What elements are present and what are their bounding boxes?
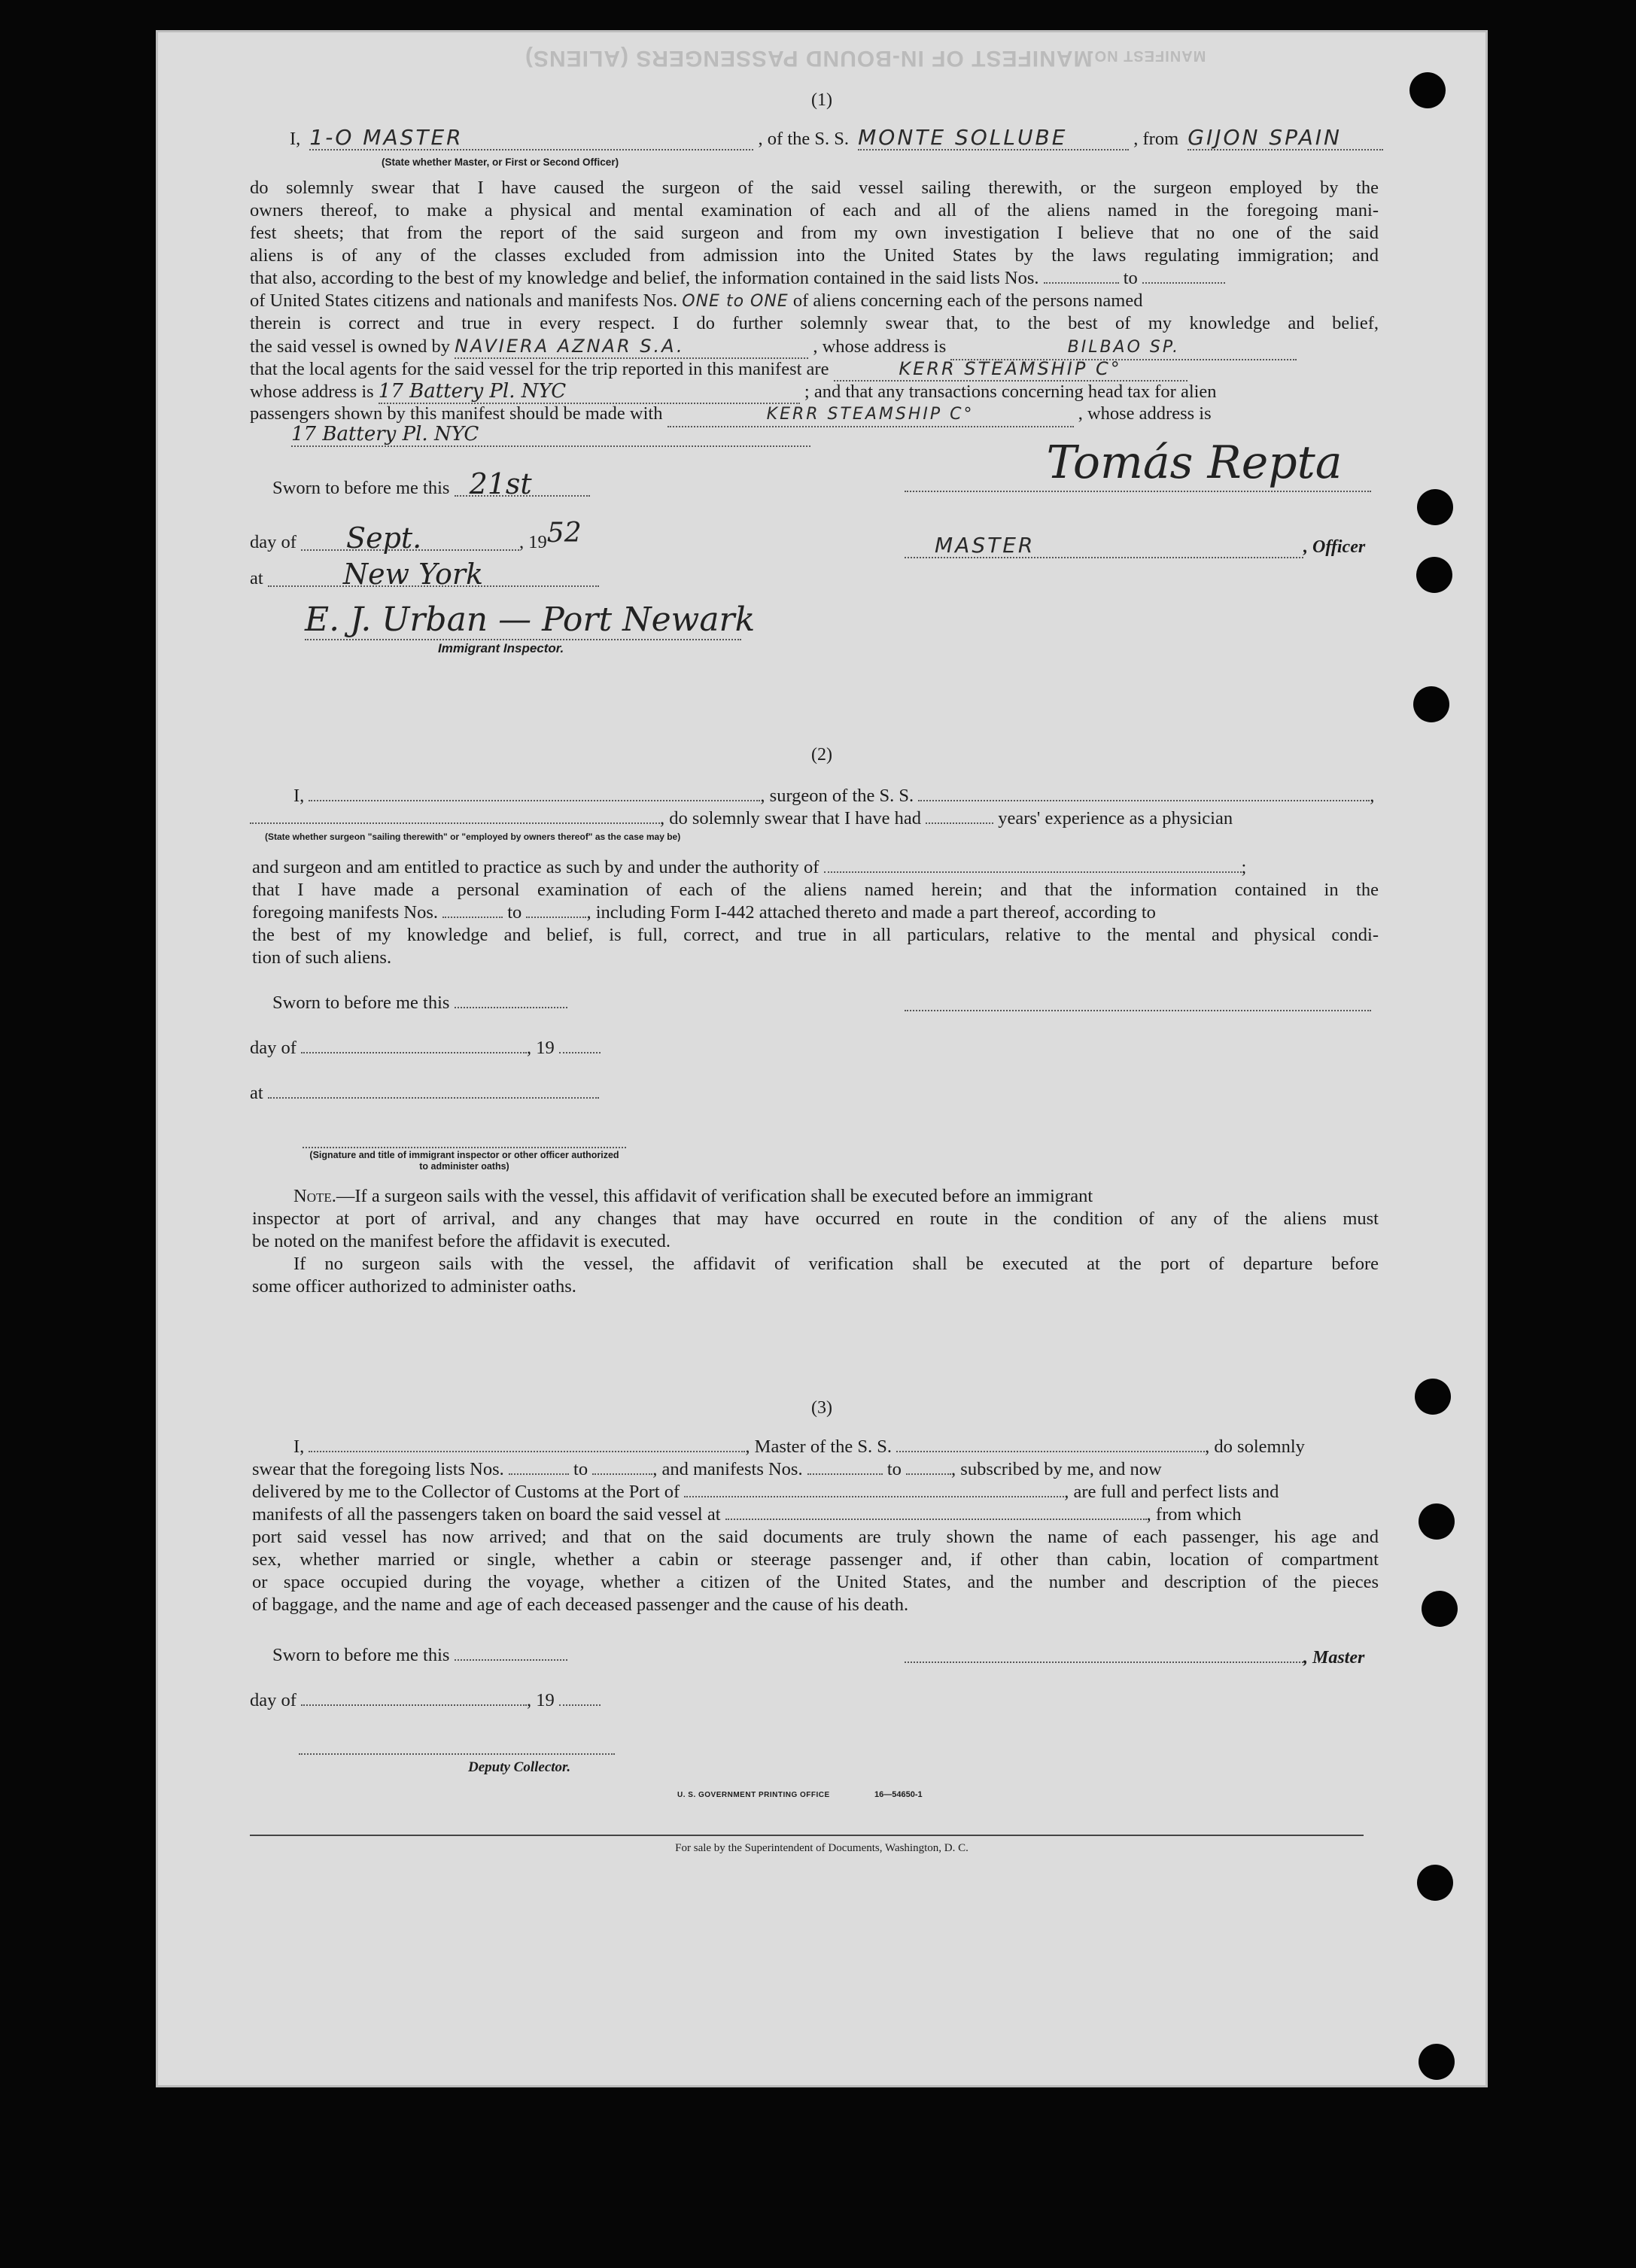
s3-master-sign-line: [905, 1646, 1364, 1668]
s2-line-2: [250, 807, 1233, 829]
at-label: at: [250, 1083, 263, 1103]
punch-hole: [1413, 686, 1449, 722]
officer-title-field[interactable]: MASTER: [905, 534, 1303, 558]
owned-by-text: the said vessel is owned by: [250, 336, 451, 357]
agents-address-text: whose address is: [250, 382, 374, 402]
s3-departure-port-field[interactable]: [725, 1503, 1147, 1520]
s1-line-1: do solemnly swear that I have caused the surgeon of the said vessel sailing therewith, or the surgeon employed by the: [250, 178, 1379, 198]
head-tax-text: ; and that any transactions concerning head tax for alien: [804, 382, 1217, 402]
s1-officer-line: [905, 534, 1365, 558]
from-label: , from: [1133, 129, 1179, 149]
s2-line-4: that I have made a personal examination of each of the aliens named herein; and that the information contained in the: [252, 880, 1379, 900]
surgeon-vessel-field[interactable]: [918, 785, 1370, 801]
s1-line-6: [250, 290, 1379, 313]
s2-month-field[interactable]: [301, 1037, 527, 1053]
year-prefix: , 19: [527, 1690, 555, 1710]
sworn-day-field[interactable]: 21st: [455, 473, 590, 497]
years-field[interactable]: [926, 807, 993, 824]
aliens-text: of aliens concerning each of the persons named: [792, 290, 1143, 311]
gpo-imprint: U. S. GOVERNMENT PRINTING OFFICE: [677, 1791, 830, 1799]
sworn-label: Sworn to before me this: [272, 1645, 450, 1665]
s3-lists-from-field[interactable]: [509, 1458, 569, 1475]
punch-hole: [1417, 489, 1453, 525]
owner-address-text: , whose address is: [813, 336, 947, 357]
s3-month-field[interactable]: [301, 1689, 527, 1706]
year-field[interactable]: 52: [546, 518, 582, 549]
surgeon-name-field[interactable]: [309, 785, 760, 801]
manifests-nos-text: , and manifests Nos.: [652, 1459, 803, 1479]
i-label: I,: [290, 129, 301, 149]
years-text: , do solemnly swear that I have had: [660, 808, 921, 828]
s2-inspector-signature-line: [303, 1147, 626, 1148]
master-signature: Tomás Repta: [1046, 436, 1343, 489]
deputy-label: Deputy Collector.: [468, 1759, 571, 1775]
section-1-header-line: [290, 126, 1379, 150]
s2-year-field[interactable]: [559, 1037, 601, 1053]
s2-note-line-3: be noted on the manifest before the affidavit is executed.: [252, 1231, 671, 1251]
s3-line-1: [293, 1436, 1305, 1458]
s2-line-7: tion of such aliens.: [252, 947, 392, 968]
manifests-field[interactable]: ONE to ONE: [682, 292, 789, 311]
day-of-label: day of: [250, 532, 296, 552]
s2-line-1: I, , surgeon of the S. S. ,: [293, 786, 1375, 806]
subscribed-text: , subscribed by me, and now: [951, 1459, 1162, 1479]
surgeon-status-field[interactable]: [250, 807, 660, 824]
authority-text: and surgeon and am entitled to practice as such by and under the authority of: [252, 857, 820, 877]
perfect-lists-text: , are full and perfect lists and: [1064, 1482, 1279, 1502]
lists-from-field[interactable]: [1044, 267, 1119, 284]
of-ss-label: , of the S. S.: [758, 129, 850, 149]
master-of-label: , Master of the S. S.: [745, 1437, 893, 1457]
s3-year-field[interactable]: [559, 1689, 601, 1706]
s3-sworn-day-field[interactable]: [455, 1644, 567, 1661]
s3-line-7: or space occupied during the voyage, whether a citizen of the United States, and the number and description of the pieces: [252, 1572, 1379, 1592]
for-sale-note: For sale by the Superintendent of Documents, Washington, D. C.: [675, 1842, 969, 1854]
s3-sworn-line: [272, 1644, 567, 1666]
vessel-field[interactable]: MONTE SOLLUBE: [858, 126, 1129, 150]
s2-from-field[interactable]: [442, 901, 503, 918]
s3-manifests-from-field[interactable]: [807, 1458, 883, 1475]
s3-line-2: [252, 1458, 1162, 1480]
s3-line-5: port said vessel has now arrived; and that on the said documents are truly shown the name of each passenger, his age and: [252, 1527, 1379, 1547]
form-text: , including Form I-442 attached thereto and made a part thereof, according to: [586, 902, 1156, 923]
s1-line-8: [250, 335, 1379, 360]
sworn-label: Sworn to before me this: [272, 478, 450, 498]
punch-hole: [1422, 1591, 1458, 1627]
manifests-nos-text: foregoing manifests Nos.: [252, 902, 438, 923]
section-2-number: (2): [811, 745, 832, 765]
form-number: 16—54650-1: [874, 1790, 923, 1799]
s1-line-10: [250, 380, 1379, 404]
owner-field[interactable]: NAVIERA AZNAR S.A.: [455, 335, 808, 359]
s1-line-2: owners thereof, to make a physical and mental examination of each and all of the aliens named in the foregoing mani-: [250, 200, 1379, 220]
from-which-text: , from which: [1146, 1504, 1242, 1525]
s1-day-line: [250, 518, 582, 553]
s3-master-signature-field[interactable]: [905, 1646, 1303, 1663]
s3-manifests-to-field[interactable]: [906, 1458, 951, 1475]
manifests-text: of United States citizens and nationals and manifests Nos.: [250, 290, 678, 311]
note-text-1: —If a surgeon sails with the vessel, this affidavit of verification shall be executed before an immigrant: [336, 1186, 1093, 1206]
master-label: , Master: [1303, 1648, 1365, 1668]
collector-text: delivered by me to the Collector of Customs at the Port of: [252, 1482, 680, 1502]
at-label: at: [250, 568, 263, 588]
lists-text: that also, according to the best of my knowledge and belief, the information contained in the said lists Nos.: [250, 268, 1039, 288]
s2-line-3: and surgeon and am entitled to practice as such by and under the authority of ;: [252, 857, 1247, 877]
i-label: I,: [293, 1437, 305, 1457]
punch-hole: [1416, 557, 1452, 593]
s3-vessel-field[interactable]: [896, 1436, 1205, 1452]
lists-nos-text: swear that the foregoing lists Nos.: [252, 1459, 504, 1479]
to-label: to: [1123, 268, 1138, 288]
s2-line-5: [252, 901, 1156, 923]
inspector-label: Immigrant Inspector.: [438, 641, 564, 655]
s2-day-line: [250, 1037, 601, 1059]
s2-note-line-2: inspector at port of arrival, and any changes that may have occurred en route in the condition of any of the aliens must: [252, 1208, 1379, 1229]
footer-rule: [250, 1835, 1364, 1836]
s2-surgeon-signature-line: [905, 1010, 1371, 1011]
head-tax-with-text: passengers shown by this manifest should be made with: [250, 403, 663, 424]
officer-hint: (State whether Master, or First or Second Officer): [382, 157, 619, 168]
agents-text: that the local agents for the said vessel for the trip reported in this manifest are: [250, 359, 829, 379]
s2-sworn-day-field[interactable]: [455, 992, 567, 1008]
physician-text: years' experience as a physician: [998, 808, 1233, 828]
s3-line-8: of baggage, and the name and age of each deceased passenger and the cause of his death.: [252, 1595, 909, 1615]
s3-line-6: sex, whether married or single, whether a cabin or steerage passenger and, if other than cabin, location of compartment: [252, 1549, 1379, 1570]
authority-field[interactable]: [824, 856, 1242, 873]
section-1-number: (1): [811, 90, 832, 110]
s3-day-line: [250, 1689, 601, 1711]
agents-field[interactable]: KERR STEAMSHIP C°: [834, 357, 1187, 382]
surgeon-hint: (State whether surgeon "sailing therewith" or "employed by owners thereof" as the case may be): [265, 831, 681, 842]
section-3-number: (3): [811, 1398, 832, 1418]
document-page: [156, 30, 1488, 2087]
s1-line-7: therein is correct and true in every respect. I do further solemnly swear that, to the best of my knowledge and belief,: [250, 313, 1379, 333]
s2-signature-hint: (Signature and title of immigrant inspector or other officer authorized to administer oaths): [309, 1150, 619, 1172]
i-label: I,: [293, 786, 305, 806]
s2-note-line-4: If no surgeon sails with the vessel, the affidavit of verification shall be executed at the port of departure before: [293, 1254, 1379, 1274]
s1-line-3: fest sheets; that from the report of the said surgeon and from my own investigation I believe that no one of the said: [250, 223, 1379, 243]
owner-address-field[interactable]: BILBAO SP.: [950, 336, 1297, 360]
note-label: Note.: [293, 1186, 336, 1206]
punch-hole: [1417, 1865, 1453, 1901]
punch-hole: [1419, 1503, 1455, 1540]
officer-field[interactable]: 1-O MASTER: [309, 126, 753, 150]
agents-address-field[interactable]: 17 Battery Pl. NYC: [379, 380, 800, 404]
head-tax-address-field[interactable]: 17 Battery Pl. NYC: [291, 423, 810, 447]
s2-to-field[interactable]: [526, 901, 586, 918]
s3-line-4: [252, 1503, 1242, 1525]
sworn-label: Sworn to before me this: [272, 993, 450, 1013]
s1-line-4: aliens is of any of the classes excluded from admission into the United States by the laws regulating immigration; and: [250, 245, 1379, 266]
at-field[interactable]: New York: [268, 563, 599, 587]
s2-at-field[interactable]: [268, 1082, 599, 1099]
to-label: to: [507, 902, 522, 923]
day-of-label: day of: [250, 1690, 296, 1710]
master-signature-line: [905, 491, 1371, 492]
year-prefix: , 19: [519, 532, 547, 552]
port-field[interactable]: GIJON SPAIN: [1187, 126, 1383, 150]
solemnly-text: , do solemnly: [1205, 1437, 1305, 1457]
s1-sworn-line: [272, 467, 590, 500]
s1-line-9: [250, 357, 1379, 382]
s2-sworn-line: [272, 992, 567, 1014]
lists-to-field[interactable]: [1142, 267, 1225, 284]
s2-note-line-5: some officer authorized to administer oaths.: [252, 1276, 576, 1297]
year-prefix: , 19: [527, 1038, 555, 1058]
taken-on-board-text: manifests of all the passengers taken on board the said vessel at: [252, 1504, 721, 1525]
to-label: to: [573, 1459, 588, 1479]
head-tax-address-text: , whose address is: [1078, 403, 1212, 424]
s3-port-field[interactable]: [684, 1481, 1064, 1497]
bleed-through-title: MANIFEST OF IN-BOUND PASSENGERS (ALIENS): [525, 46, 1093, 71]
punch-hole: [1419, 2044, 1455, 2080]
deputy-signature-line: [299, 1753, 615, 1755]
to-label-2: to: [886, 1459, 902, 1479]
s3-master-name-field[interactable]: [309, 1436, 745, 1452]
s2-note-line-1: [293, 1185, 1379, 1208]
s1-line-5: [250, 267, 1379, 290]
day-of-label: day of: [250, 1038, 296, 1058]
inspector-signature: E. J. Urban — Port Newark: [305, 600, 756, 639]
s3-line-3: [252, 1481, 1279, 1503]
punch-hole: [1409, 72, 1446, 108]
s3-lists-to-field[interactable]: [592, 1458, 652, 1475]
s1-at-line: [250, 558, 599, 591]
month-field[interactable]: Sept.: [301, 527, 519, 551]
head-tax-agent-field[interactable]: KERR STEAMSHIP C°: [667, 403, 1074, 427]
punch-hole: [1415, 1379, 1451, 1415]
surgeon-of-label: , surgeon of the S. S.: [760, 786, 914, 806]
bleed-through-label: MANIFEST NO.: [1089, 47, 1206, 64]
s2-at-line: [250, 1082, 599, 1104]
officer-label: , Officer: [1303, 537, 1366, 557]
s2-line-6: the best of my knowledge and belief, is full, correct, and true in all particulars, relative to the mental and physical condi-: [252, 925, 1379, 945]
